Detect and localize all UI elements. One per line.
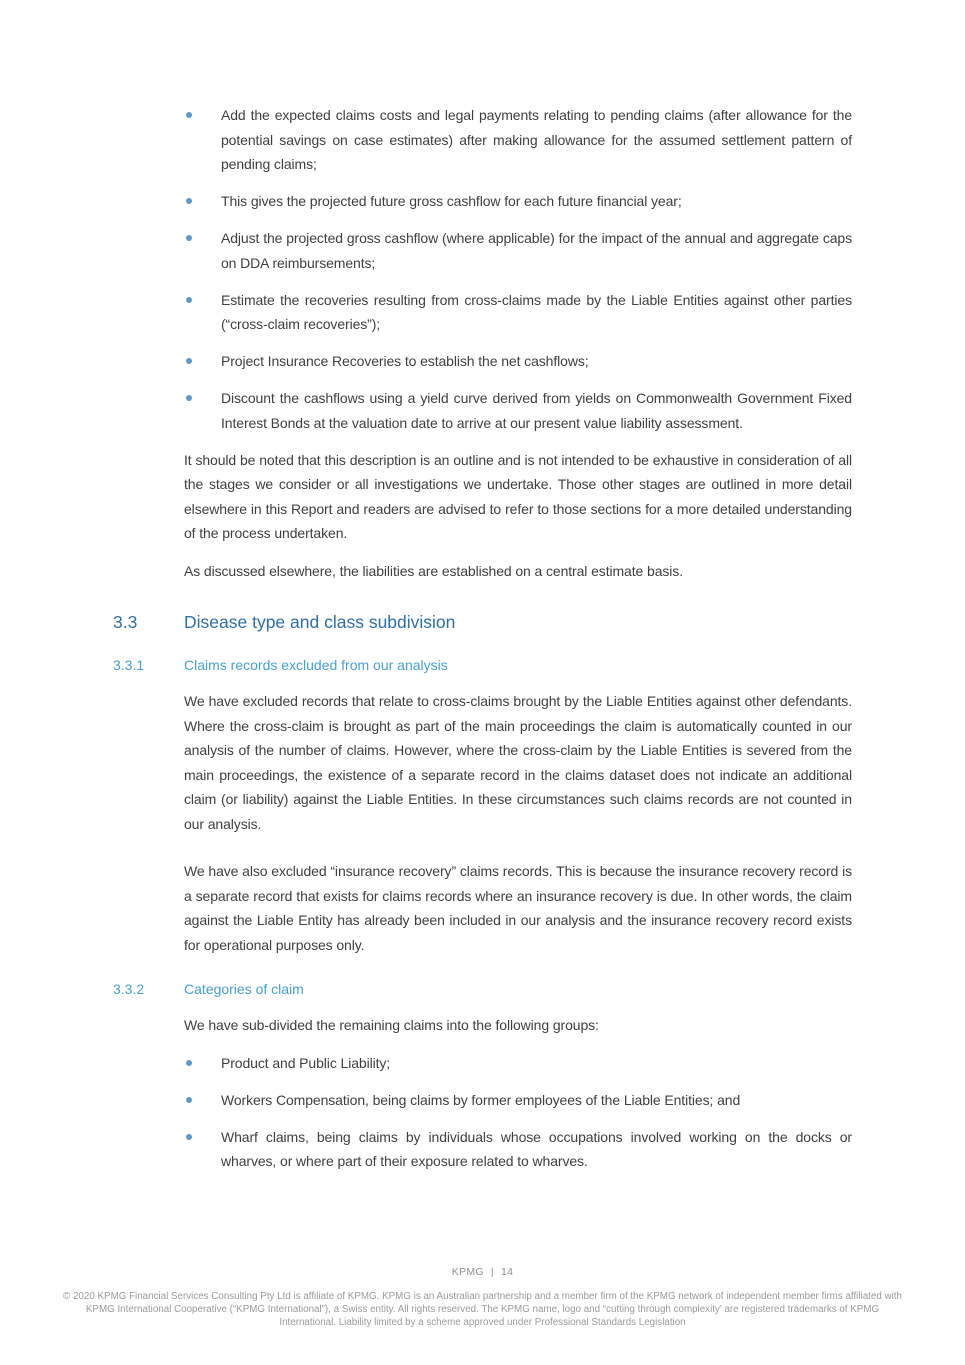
claim-categories-bullet-list [184, 1051, 852, 1174]
bullet-icon [186, 112, 192, 118]
section-heading [113, 611, 852, 633]
spacer [113, 849, 852, 859]
paragraph: We have also excluded “insurance recovery” claims records. This is because the insurance recovery record is a separate record that exists for claims records where an insurance recovery is due. In other words, the claim against the Liable Entity has already been included in our analysis and the insurance recovery record exists for operational purposes only. [184, 863, 852, 953]
section-number: 3.3 [113, 612, 138, 632]
page-content [113, 103, 852, 1186]
subsection-title: Claims records excluded from our analysis [184, 657, 448, 673]
bullet-icon [186, 1134, 192, 1140]
footer-page-number: 14 [500, 1266, 514, 1278]
list-item [184, 386, 852, 435]
bullet-text: Discount the cashflows using a yield curve derived from yields on Commonwealth Government Fixed Interest Bonds at the valuation date to arrive at our present value liability assessment. [221, 390, 852, 431]
list-item [184, 103, 852, 177]
bullet-icon [186, 198, 192, 204]
bullet-icon [186, 297, 192, 303]
subsection-number: 3.3.2 [113, 981, 145, 997]
subsection-title: Categories of claim [184, 981, 304, 997]
list-item [184, 189, 852, 214]
bullet-text: Project Insurance Recoveries to establish the net cashflows; [221, 353, 589, 369]
bullet-text: Estimate the recoveries resulting from cross-claims made by the Liable Entities against other parties (“cross-claim recoveries”); [221, 291, 852, 332]
footer-separator: | [490, 1266, 494, 1278]
bullet-text: Add the expected claims costs and legal payments relating to pending claims (after allowance for the potential savings on case estimates) after making allowance for the assumed settlement pattern of pending claims; [221, 107, 852, 172]
bullet-icon [186, 358, 192, 364]
bullet-text: Wharf claims, being claims by individuals whose occupations involved working on the docks or wharves, or where part of their exposure related to wharves. [221, 1128, 852, 1169]
bullet-text: Product and Public Liability; [221, 1054, 391, 1071]
paragraph: As discussed elsewhere, the liabilities are established on a central estimate basis. [184, 562, 683, 579]
subsection-heading [113, 656, 852, 674]
list-item [184, 1088, 852, 1113]
bullet-icon [186, 235, 192, 241]
list-item [184, 288, 852, 337]
list-item [184, 349, 852, 374]
bullet-icon [186, 1060, 192, 1066]
paragraph: We have sub-divided the remaining claims into the following groups: [184, 1017, 599, 1033]
list-item [184, 1125, 852, 1174]
footer-page-line [0, 1266, 965, 1278]
section-title: Disease type and class subdivision [184, 612, 456, 632]
methodology-bullet-list [184, 103, 852, 435]
paragraph: We have excluded records that relate to cross-claims brought by the Liable Entities against other defendants. Where the cross-claim is brought as part of the main proceedings the claim is automatically counted in our analysis of the number of claims. However, where the cross-claim by the Liable Entities is severed from the main proceedings, the existence of a separate record in the claims dataset does not indicate an additional claim (or liability) against the Liable Entities. In these circumstances such claims records are not counted in our analysis. [184, 693, 852, 832]
bullet-icon [186, 395, 192, 401]
footer-legal-text: © 2020 KPMG Financial Services Consulting Pty Ltd is affiliate of KPMG. KPMG is an Australian partnership and a member firm of the KPMG network of independent member firms affiliated with KPMG International Cooperative (“KPMG International”), a Swiss entity. All rights reserved. The KPMG name, logo and “cutting through complexity' are registered trademarks of KPMG International. Liability limited by a scheme approved under Professional Standards Legislation [63, 1291, 902, 1328]
subsection-heading [113, 980, 852, 998]
bullet-text: Workers Compensation, being claims by former employees of the Liable Entities; and [221, 1091, 741, 1108]
bullet-text: Adjust the projected gross cashflow (where applicable) for the impact of the annual and aggregate caps on DDA reimbursements; [221, 230, 852, 271]
list-item [184, 1051, 852, 1076]
bullet-icon [186, 1097, 192, 1103]
paragraph: It should be noted that this description is an outline and is not intended to be exhaustive in consideration of all the stages we consider or all investigations we undertake. Those other stages are outlined in more detail elsewhere in this Report and readers are advised to refer to those sections for a more detailed understanding of the process undertaken. [184, 451, 852, 541]
list-item [184, 226, 852, 275]
bullet-text: This gives the projected future gross cashflow for each future financial year; [221, 193, 682, 209]
subsection-number: 3.3.1 [113, 657, 145, 673]
footer-brand: KPMG [451, 1266, 484, 1278]
